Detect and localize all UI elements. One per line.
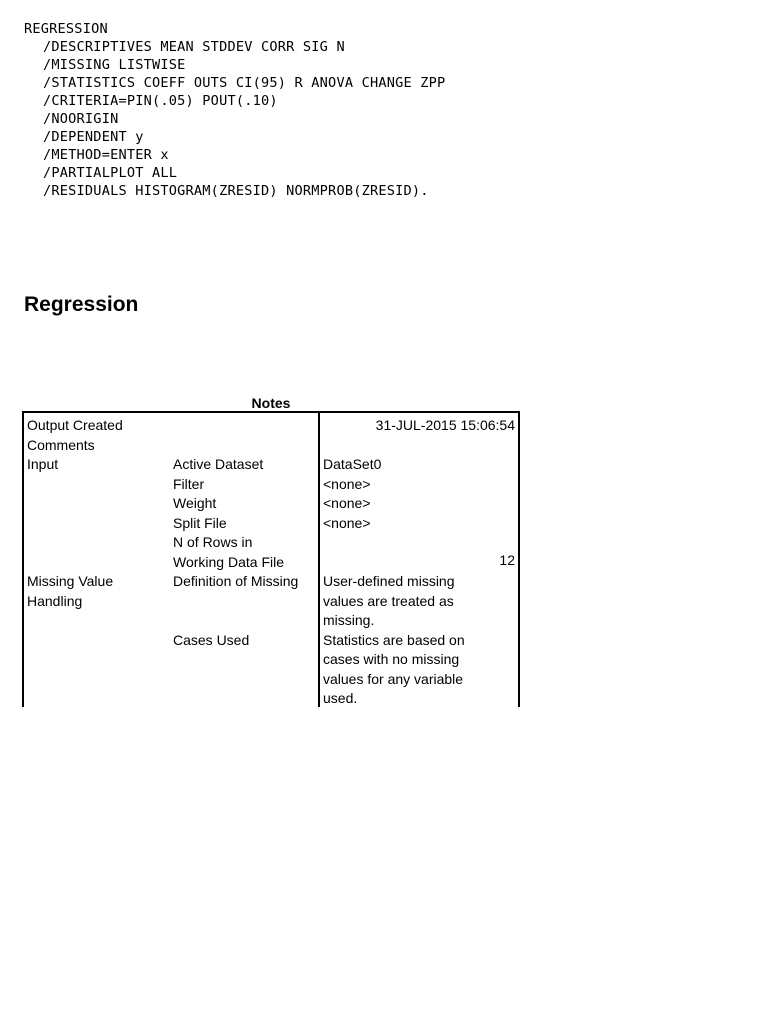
syntax-line: /MISSING LISTWISE xyxy=(43,57,186,73)
syntax-line: /STATISTICS COEFF OUTS CI(95) R ANOVA CHANGE ZPP xyxy=(43,75,446,91)
table-row xyxy=(24,533,518,572)
cell-value: <none> xyxy=(318,514,518,534)
table-row xyxy=(24,413,518,436)
table-row xyxy=(24,494,518,514)
row-sublabel xyxy=(170,436,318,456)
syntax-line: /NOORIGIN xyxy=(43,111,119,127)
n-rows-label-line: Working Data File xyxy=(173,553,285,570)
syntax-line: REGRESSION xyxy=(24,21,108,37)
row-label: Input xyxy=(27,456,59,472)
cell-value: 31-JUL-2015 15:06:54 xyxy=(318,413,518,436)
row-sublabel: Weight xyxy=(173,495,217,511)
table-row xyxy=(24,455,518,475)
table-row xyxy=(24,572,518,631)
page-title: Regression xyxy=(24,293,139,316)
cell-value: <none> xyxy=(318,475,518,495)
row-label xyxy=(24,631,170,708)
row-sublabel: Definition of Missing xyxy=(173,573,299,589)
n-rows-label-line: N of Rows in xyxy=(173,534,253,550)
notes-table xyxy=(22,411,520,707)
row-label xyxy=(24,475,170,495)
missing-label-line: Handling xyxy=(27,592,83,609)
cell-value: DataSet0 xyxy=(318,455,518,475)
cell-value xyxy=(318,572,518,631)
row-label xyxy=(24,514,170,534)
syntax-line: /CRITERIA=PIN(.05) POUT(.10) xyxy=(43,93,278,109)
row-sublabel: Cases Used xyxy=(173,631,250,648)
cell-value xyxy=(318,533,518,572)
syntax-line: /DESCRIPTIVES MEAN STDDEV CORR SIG N xyxy=(43,39,345,55)
row-sublabel: Split File xyxy=(173,514,227,531)
row-label xyxy=(24,494,170,514)
cases-used-value-line: cases with no missing xyxy=(323,651,460,667)
syntax-block xyxy=(24,20,445,200)
cell-value xyxy=(318,436,518,456)
cases-used-value-line: values for any variable xyxy=(323,670,464,687)
row-label xyxy=(24,533,170,572)
definition-value-line: missing. xyxy=(323,612,375,628)
syntax-line: /METHOD=ENTER x xyxy=(43,147,169,163)
cell-value xyxy=(318,631,518,708)
syntax-line: /DEPENDENT y xyxy=(43,129,144,145)
notes-table-title: Notes xyxy=(251,395,291,411)
row-sublabel xyxy=(170,533,318,572)
definition-value-line: User-defined missing xyxy=(323,573,455,589)
cases-used-value-line: Statistics are based on xyxy=(323,631,465,648)
table-row xyxy=(24,475,518,495)
n-rows-value: 12 xyxy=(499,551,515,568)
row-sublabel: Active Dataset xyxy=(173,456,264,472)
row-label xyxy=(24,572,170,631)
table-row xyxy=(24,436,518,456)
row-label: Comments xyxy=(27,436,95,453)
cases-used-value-line: used. xyxy=(323,690,358,706)
definition-value-line: values are treated as xyxy=(323,592,454,609)
row-label: Output Created xyxy=(27,417,123,433)
table-row xyxy=(24,514,518,534)
missing-label-line: Missing Value xyxy=(27,573,114,589)
row-sublabel: Filter xyxy=(173,475,205,492)
syntax-line: /PARTIALPLOT ALL xyxy=(43,165,178,181)
syntax-line: /RESIDUALS HISTOGRAM(ZRESID) NORMPROB(ZRESID). xyxy=(43,183,429,199)
row-sublabel xyxy=(170,413,318,436)
cell-value: <none> xyxy=(318,494,518,514)
table-row xyxy=(24,631,518,708)
